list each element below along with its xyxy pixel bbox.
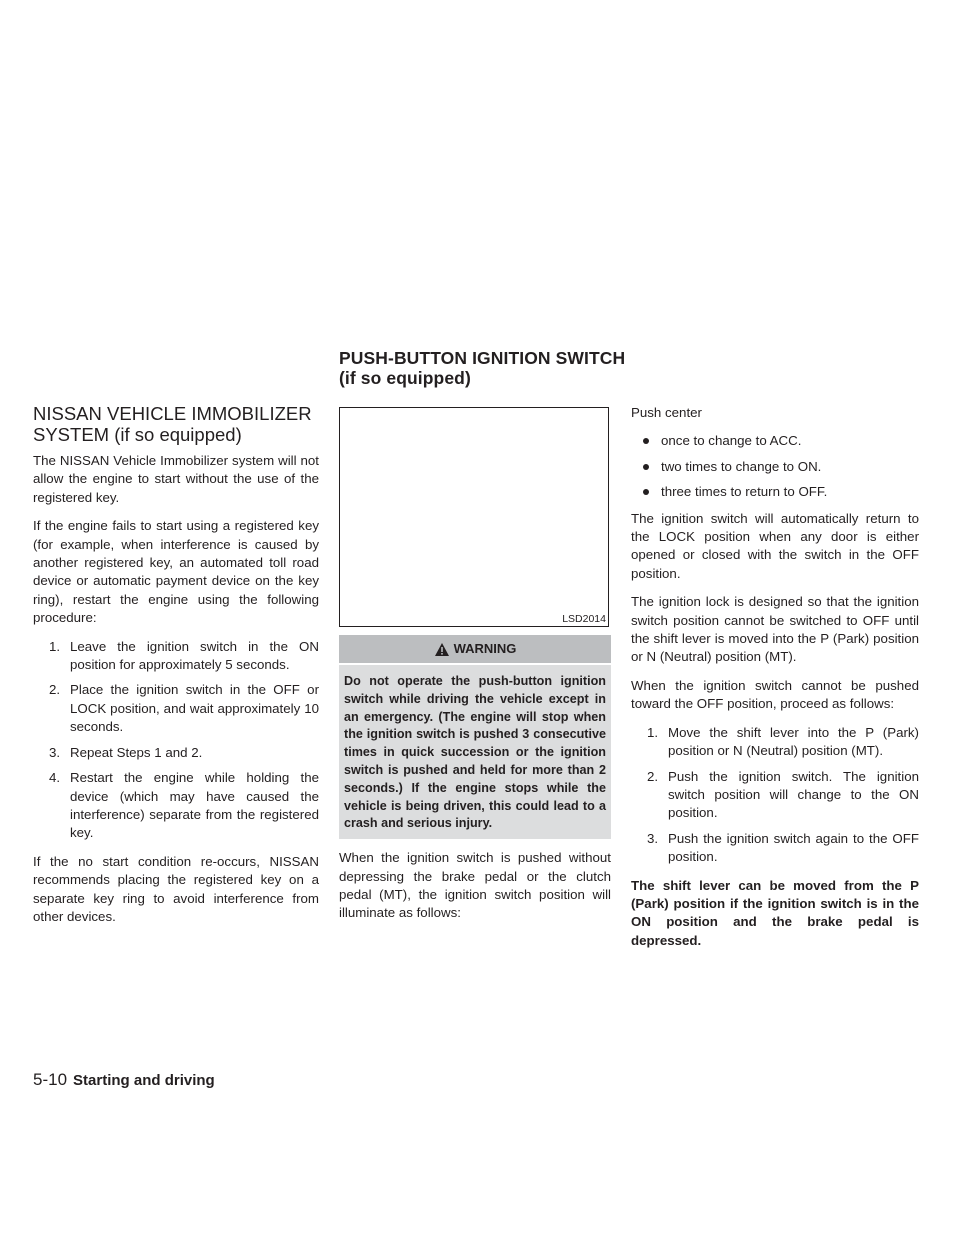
cannot-push-text: When the ignition switch cannot be pushed toward the OFF position, proceed as follows: [631,677,919,712]
bullet-icon [643,464,649,470]
warning-header [339,635,611,663]
ignition-column-2 [339,407,611,933]
section-title: PUSH-BUTTON IGNITION SWITCH (if so equipped) [339,348,626,388]
immobilizer-steps [33,638,319,843]
page-footer [33,1070,215,1091]
list-item: 2. Push the ignition switch. The ignition switch position will change to the ON position. [647,768,919,821]
bullet-icon [643,438,649,444]
illumination-text: When the ignition switch is pushed without depressing the brake pedal or the clutch pedal (MT), the ignition switch position will illuminate as follows: [339,850,611,921]
immobilizer-column [33,403,319,936]
warning-text: Do not operate the push-button ignition switch while driving the vehicle except in an emergency. (The engine will stop when the ignition switch is pushed 3 consecutive times in quick succession or the ignition switch is pushed and held for more than 2 seconds.) If the engine stops while the vehicle is being driven, this could lead to a crash and serious injury. [339,665,611,839]
ignition-column-3 [631,404,919,960]
list-item: 3. Push the ignition switch again to the OFF position. [647,830,919,865]
push-center-list [631,432,919,501]
bullet-icon [643,489,649,495]
warning-icon [434,642,450,657]
off-procedure-steps [631,724,919,867]
list-item: once to change to ACC. [631,432,919,450]
list-item: 4. Restart the engine while holding the device (which may have caused the interference) separate from the registered key. [49,770,319,841]
list-item: three times to return to OFF. [631,483,919,501]
page-number: 5-10 [33,1070,68,1089]
immobilizer-fail-text: If the engine fails to start using a registered key (for example, when interference is caused by another registered key, an automated toll road device or automatic payment device on the key ring), restart the engine using the following procedure: [33,518,319,626]
immobilizer-recommendation: If the no start condition re-occurs, NISSAN recommends placing the registered key on a separate key ring to avoid interference from other devices. [33,853,319,924]
immobilizer-intro: The NISSAN Vehicle Immobilizer system will not allow the engine to start without the use of the registered key. [33,453,319,505]
list-item: 1. Leave the ignition switch in the ON position for approximately 5 seconds. [49,638,319,673]
chapter-title: Starting and driving [73,1072,215,1089]
list-item: 1. Move the shift lever into the P (Park) position or N (Neutral) position (MT). [647,724,919,759]
list-item: two times to change to ON. [631,458,919,476]
push-center-lead: Push center [631,405,702,420]
auto-return-text: The ignition switch will automatically return to the LOCK position when any door is either opened or closed with the switch in the OFF position. [631,510,919,581]
list-item: 2. Place the ignition switch in the OFF or LOCK position, and wait approximately 10 seconds. [49,682,319,735]
warning-title: WARNING [453,640,517,656]
shift-lever-note: The shift lever can be moved from the P (Park) position if the ignition switch is in the ON position and the brake pedal is depressed. [631,877,919,948]
ignition-lock-text: The ignition lock is designed so that the ignition switch position cannot be switched to OFF until the shift lever is moved into the P (Park) position or N (Neutral) position (MT). [631,594,919,665]
illustration-frame [339,407,609,627]
figure-label: LSD2014 [562,613,606,625]
immobilizer-heading: NISSAN VEHICLE IMMOBILIZER SYSTEM (if so equipped) [33,403,312,445]
list-item: 3. Repeat Steps 1 and 2. [49,744,203,760]
